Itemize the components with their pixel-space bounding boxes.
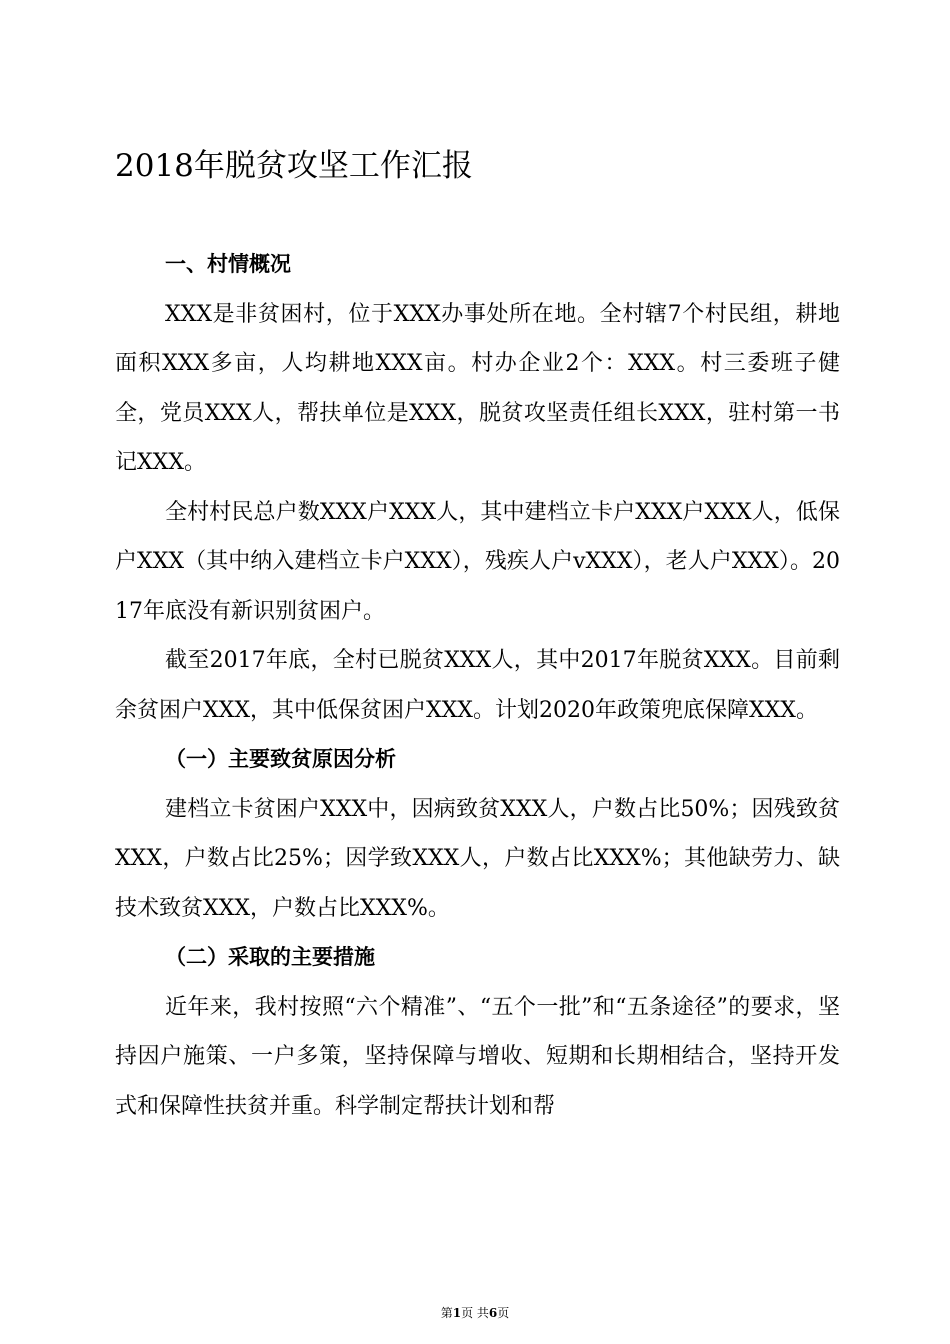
paragraph-household-stats: 全村村民总户数XXX户XXX人，其中建档立卡户XXX户XXX人，低保户XXX（其中纳入建档立卡户XXX），残疾人户vXXX），老人户XXX）。2017年底没有新识别贫困户。 <box>115 499 840 624</box>
paragraph-poverty-progress: 截至2017年底，全村已脱贫XXX人，其中2017年脱贫XXX。目前剩余贫困户XXX，其中低保贫困户XXX。计划2020年政策兜底保障XXX。 <box>115 648 840 723</box>
footer-suffix: 页 <box>497 1306 510 1320</box>
paragraph-poverty-causes: 建档立卡贫困户XXX中，因病致贫XXX人，户数占比50%；因残致贫XXX，户数占比25%；因学致XXX人，户数占比XXX%；其他缺劳力、缺技术致贫XXX，户数占比XXX%。 <box>115 796 840 921</box>
footer-middle: 页 共 <box>461 1306 489 1320</box>
document-title: 2018年脱贫攻坚工作汇报 <box>115 148 473 184</box>
footer-prefix: 第 <box>440 1306 453 1320</box>
subheading-main-measures: （二）采取的主要措施 <box>165 945 375 969</box>
document-body <box>115 240 840 1131</box>
section-heading-village-overview: 一、村情概况 <box>165 252 291 276</box>
page-footer <box>0 1304 950 1321</box>
paragraph-main-measures: 近年来，我村按照“六个精准”、“五个一批”和“五条途径”的要求，坚持因户施策、一户多策，坚持保障与增收、短期和长期相结合，坚持开发式和保障性扶贫并重。科学制定帮扶计划和帮 <box>115 994 840 1119</box>
subheading-poverty-causes: （一）主要致贫原因分析 <box>165 747 396 771</box>
footer-current-page: 1 <box>452 1306 462 1320</box>
paragraph-village-basic-info: XXX是非贫困村，位于XXX办事处所在地。全村辖7个村民组，耕地面积XXX多亩，人均耕地XXX亩。村办企业2个：XXX。村三委班子健全，党员XXX人，帮扶单位是XXX，脱贫攻坚责任组长XXX，驻村第一书记XXX。 <box>115 301 840 475</box>
footer-total-pages: 6 <box>488 1306 498 1320</box>
